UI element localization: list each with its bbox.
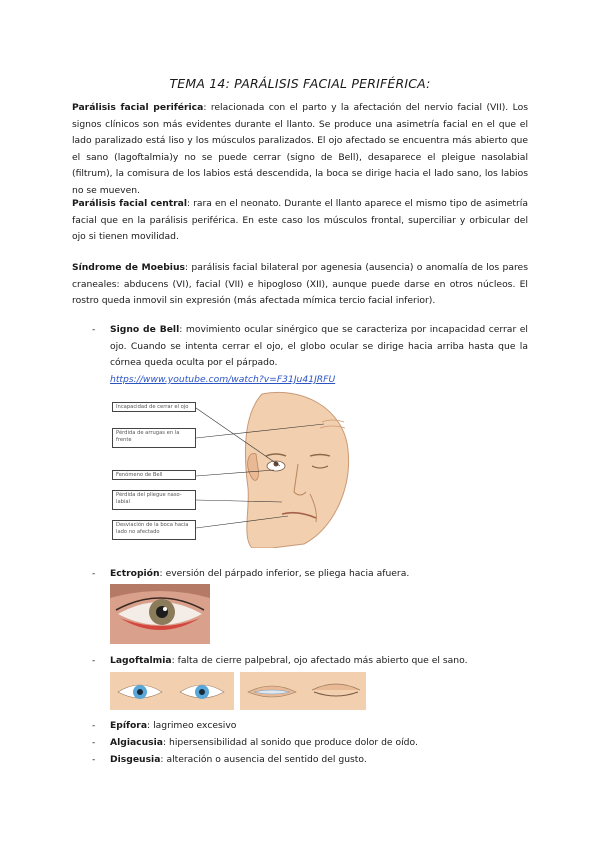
paragraph-paralisis-central	[72, 196, 528, 246]
term-ectropion: Ectropión	[110, 568, 160, 579]
desc-signo-bell: : movimiento ocular sinérgico que se caracteriza por incapacidad cerrar el ojo. Cuando se intenta cerrar el ojo, el globo ocular se dirige hacia arriba hasta que la córnea queda oculta por el párpado.	[110, 324, 528, 369]
term-moebius: Síndrome de Moebius	[72, 262, 185, 273]
bullet-dash: -	[92, 737, 96, 748]
list-item-lagoftalmia	[92, 653, 528, 670]
list-item-ectropion	[92, 566, 528, 583]
eyes-lagoftalmia-image	[110, 672, 366, 710]
label-perdida-pliegue: Pérdida del pliegue naso-labial	[112, 490, 196, 510]
label-fenomeno-bell: Fenómeno de Bell	[112, 470, 196, 480]
term-epifora: Epífora	[110, 720, 148, 731]
lagoftalmia-illustration	[110, 672, 366, 710]
text-moebius: : parálisis facial bilateral por agenesia (ausencia) o anomalía de los pares craneales: abducens (VI), facial (VII) e hipogloso (XII), aunque puede darse en otros núcleos. El rostro queda inmovil sin expresión (más afectada mímica tercio facial inferior).	[72, 262, 528, 307]
facial-palsy-diagram	[112, 388, 352, 548]
term-lagoftalmia: Lagoftalmia	[110, 655, 172, 666]
label-perdida-arrugas: Pérdida de arrugas en la frente	[112, 428, 196, 448]
term-paralisis-central: Parálisis facial central	[72, 198, 188, 209]
bullet-dash: -	[92, 720, 96, 731]
page-title: TEMA 14: PARÁLISIS FACIAL PERIFÉRICA:	[169, 76, 431, 91]
label-desviacion-boca: Desviación de la boca hacia lado no afectado	[112, 520, 196, 540]
desc-disgeusia: : alteración o ausencia del sentido del gusto.	[160, 754, 367, 765]
paragraph-paralisis-periferica	[72, 100, 528, 200]
youtube-link[interactable]: https://www.youtube.com/watch?v=F31Ju41JRFU	[110, 373, 336, 385]
desc-ectropion: : eversión del párpado inferior, se pliega hacia afuera.	[159, 568, 410, 579]
term-disgeusia: Disgeusia	[110, 754, 161, 765]
list-item-epifora	[92, 718, 528, 735]
desc-epifora: : lagrimeo excesivo	[147, 720, 237, 731]
bullet-dash: -	[92, 324, 96, 335]
list-item-disgeusia	[92, 752, 528, 769]
text-paralisis-central: : rara en el neonato. Durante el llanto aparece el mismo tipo de asimetría facial que en la parálisis periférica. En este caso los músculos frontal, superciliar y orbicular del ojo si tienen movilidad.	[72, 198, 528, 243]
eye-ectropion-image	[110, 584, 210, 644]
label-incapacidad-cerrar-ojo: Incapacidad de cerrar el ojo	[112, 402, 196, 412]
desc-lagoftalmia: : falta de cierre palpebral, ojo afectado más abierto que el sano.	[171, 655, 468, 666]
bullet-dash: -	[92, 568, 96, 579]
ectropion-photo	[110, 584, 210, 644]
list-item-algiacusia	[92, 735, 528, 752]
bullet-dash: -	[92, 754, 96, 765]
term-paralisis-periferica: Parálisis facial periférica	[72, 102, 204, 113]
bullet-dash: -	[92, 655, 96, 666]
paragraph-moebius	[72, 260, 528, 310]
desc-algiacusia: : hipersensibilidad al sonido que produce dolor de oído.	[163, 737, 418, 748]
text-paralisis-periferica: : relacionada con el parto y la afectación del nervio facial (VII). Los signos clínicos son más evidentes durante el llanto. Se produce una asimetría facial en el que el lado paralizado está liso y los músculos paralizados. El ojo afectado se encuentra más abierto que el sano (lagoftalmia)y no se puede cerrar (signo de Bell), desaparece el pleigue nasolabial (filtrum), la comisura de los labios está descendida, la boca se dirige hacia el lado sano, los labios no se mueven.	[72, 102, 528, 196]
term-signo-bell: Signo de Bell	[110, 324, 180, 335]
term-algiacusia: Algiacusia	[110, 737, 163, 748]
signo-bell-text	[110, 322, 528, 388]
